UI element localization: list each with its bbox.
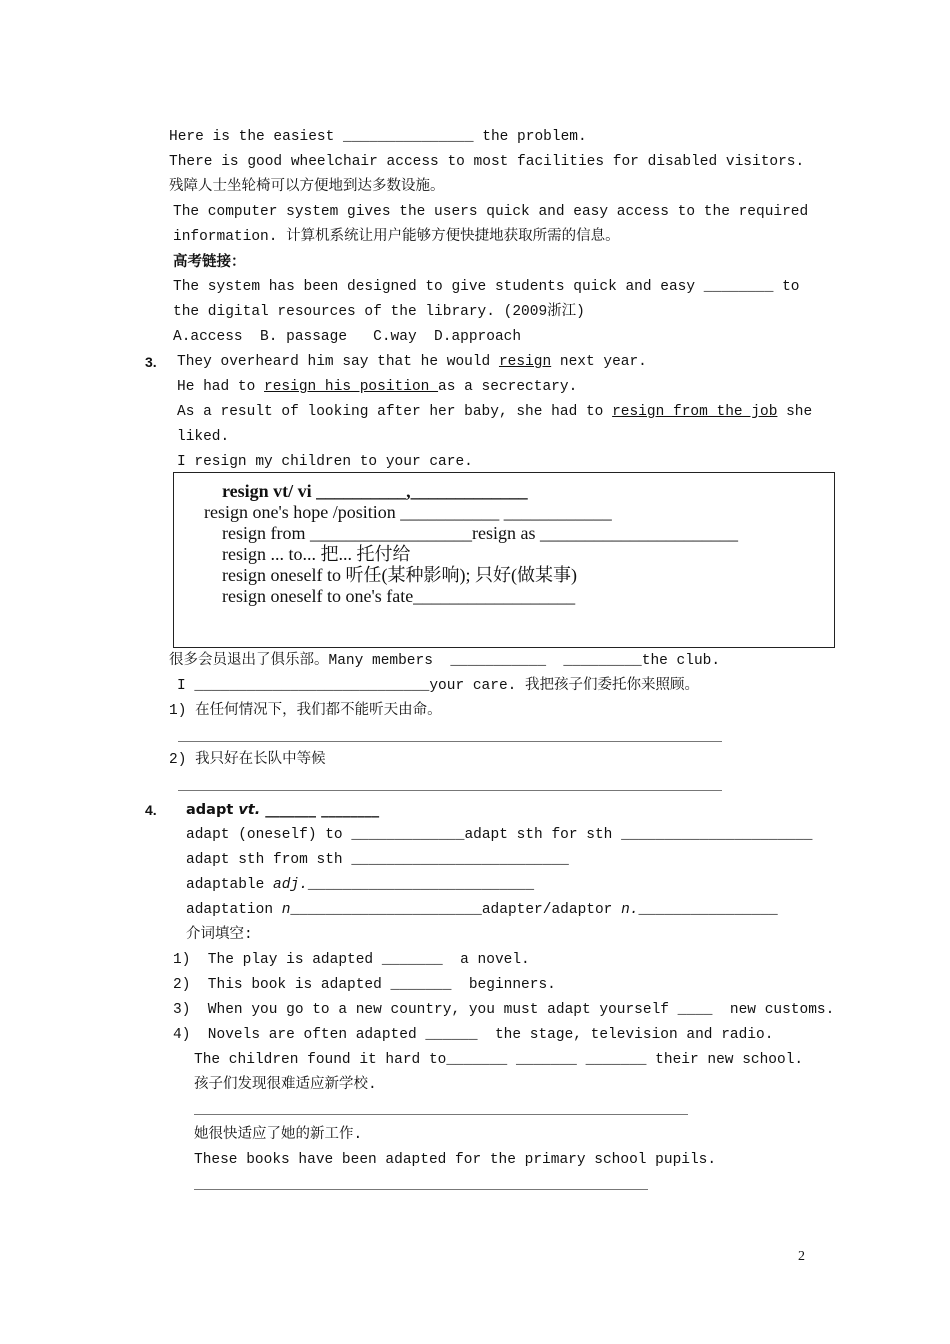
- vocab-box-line: resign one's hope /position ___________ ____________: [204, 502, 612, 522]
- exam-question: the digital resources of the library. (2009浙江): [173, 304, 585, 320]
- text-line: information. 计算机系统让用户能够方便快捷地获取所需的信息。: [173, 229, 620, 245]
- vocab-box-heading: resign vt/ vi __________,_____________: [222, 481, 528, 501]
- answer-line: [194, 1189, 648, 1190]
- page-number: 2: [798, 1249, 805, 1264]
- answer-line: [194, 1114, 688, 1115]
- example-sentence: liked.: [177, 429, 230, 445]
- section-number-3: 3.: [145, 354, 157, 370]
- example-sentence: As a result of looking after her baby, she had to resign from the job she: [177, 404, 813, 420]
- answer-options: A.access B. passage C.way D.approach: [173, 329, 522, 345]
- translation-exercise: 她很快适应了她的新工作.: [194, 1127, 363, 1143]
- exercise-heading: 介词填空:: [186, 927, 253, 943]
- text-line: 残障人士坐轮椅可以方便地到达多数设施。: [169, 179, 445, 195]
- vocab-box-line: resign ... to... 把... 托付给: [222, 544, 411, 564]
- vocab-box-line: resign from __________________resign as ______________________: [222, 523, 738, 543]
- vocab-line: adapt (oneself) to _____________adapt sth for sth ______________________: [186, 827, 813, 843]
- text-line: Here is the easiest _______________ the problem.: [169, 129, 587, 145]
- section-number-4: 4.: [145, 802, 157, 818]
- vocab-box-line: resign oneself to 听任(某种影响); 只好(做某事): [222, 565, 577, 585]
- translation-exercise: 孩子们发现很难适应新学校.: [194, 1077, 377, 1093]
- vocab-box-line: resign oneself to one's fate__________________: [222, 586, 576, 606]
- answer-line: [178, 790, 722, 791]
- translation-exercise: 1) 在任何情况下，我们都不能听天由命。: [169, 703, 442, 719]
- fill-blank-item: 2) This book is adapted _______ beginners.: [173, 977, 556, 993]
- example-sentence: They overheard him say that he would resign next year.: [177, 354, 647, 370]
- fill-blank-item: 4) Novels are often adapted ______ the stage, television and radio.: [173, 1027, 774, 1043]
- fill-blank-item: 3) When you go to a new country, you must adapt yourself ____ new customs.: [173, 1002, 835, 1018]
- vocab-line: adaptable adj.__________________________: [186, 877, 535, 893]
- section-label-gaokao: 高考链接：: [173, 254, 246, 270]
- translation-exercise: 2) 我只好在长队中等候: [169, 752, 326, 768]
- exam-question: The system has been designed to give students quick and easy ________ to: [173, 279, 800, 295]
- translation-exercise: 很多会员退出了俱乐部。Many members ___________ _________the club.: [169, 653, 721, 669]
- vocab-line: adapt sth from sth _________________________: [186, 852, 569, 868]
- translation-exercise: I ___________________________your care. 我把孩子们委托你来照顾。: [177, 678, 700, 694]
- text-line: The computer system gives the users quick and easy access to the required: [173, 204, 809, 220]
- text-line: There is good wheelchair access to most facilities for disabled visitors.: [169, 154, 805, 170]
- vocab-line: adaptation n______________________adapter/adaptor n.________________: [186, 902, 778, 918]
- vocab-heading-adapt: adapt vt. _______ ________: [186, 802, 380, 818]
- example-sentence: He had to resign his position as a secrectary.: [177, 379, 578, 395]
- translation-exercise: These books have been adapted for the primary school pupils.: [194, 1152, 717, 1168]
- fill-blank-item: 1) The play is adapted _______ a novel.: [173, 952, 530, 968]
- translation-exercise: The children found it hard to_______ _______ _______ their new school.: [194, 1052, 804, 1068]
- answer-line: [178, 741, 722, 742]
- example-sentence: I resign my children to your care.: [177, 454, 473, 470]
